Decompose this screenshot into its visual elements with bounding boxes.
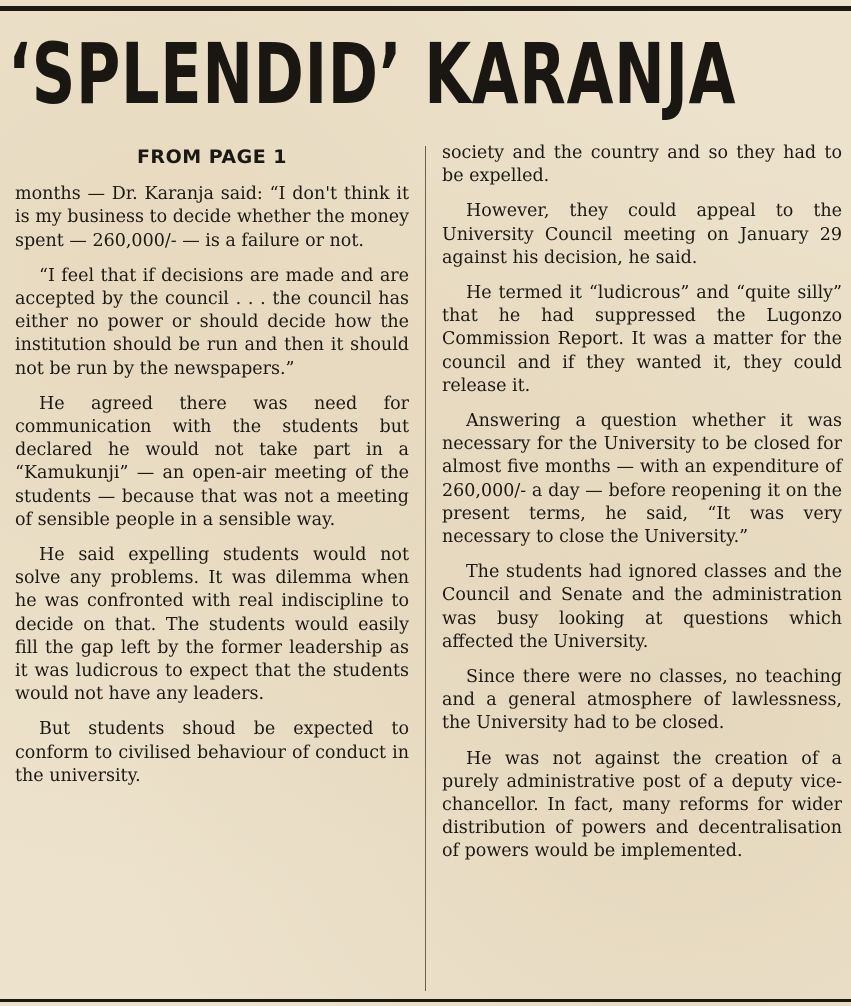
continuation-kicker: FROM PAGE 1 [136,146,288,168]
article-column-right [442,142,842,876]
paragraph: But students shoud be expected to conform to civilised behaviour of conduct in the university. [15,719,409,786]
paragraph: months — Dr. Karanja said: “I don't think it is my business to decide whether the money spent — 260,000/- — is a failure or not. [15,184,409,251]
headline: ‘SPLENDID’ KARANJA [8,25,737,123]
bottom-rule [0,999,851,1002]
paragraph: He was not against the creation of a purely administrative post of a deputy vice-chancellor. In fact, many reforms for wider distribution of powers and decentralisation of powers would be implemented. [442,748,842,862]
column-divider [425,146,426,991]
paragraph: “I feel that if decisions are made and are accepted by the council . . . the council has either no power or should decide how the institution should be run and then it should not be run by the newspapers.” [15,265,409,379]
top-rule [0,6,851,11]
paragraph: society and the country and so they had to be expelled. [442,143,842,187]
paragraph: He said expelling students would not solve any problems. It was dilemma when he was confronted with real indiscipline to decide on that. The students would easily fill the gap left by the former leadership as it was ludicrous to expect that the students would not have any leaders. [15,545,409,705]
paragraph: The students had ignored classes and the Council and Senate and the administration was busy looking at questions which affected the University. [442,562,842,652]
paragraph: Since there were no classes, no teaching and a general atmosphere of lawlessness, the University had to be closed. [442,667,842,734]
paragraph: Answering a question whether it was necessary for the University to be closed for almost five months — with an expenditure of 260,000/- a day — before reopening it on the present terms, he said, “It was very necessary to close the University.” [442,411,842,548]
paragraph: He agreed there was need for communication with the students but declared he would not take part in a “Kamukunji” — an open-air meeting of the students — because that was not a meeting of sensible people in a sensible way. [15,393,409,530]
paragraph: He termed it “ludicrous” and “quite silly” that he had suppressed the Lugonzo Commission Report. It was a matter for the council and if they wanted it, they could release it. [442,283,842,396]
article-column-left [15,142,409,800]
paragraph: However, they could appeal to the University Council meeting on January 29 against his decision, he said. [442,201,842,268]
